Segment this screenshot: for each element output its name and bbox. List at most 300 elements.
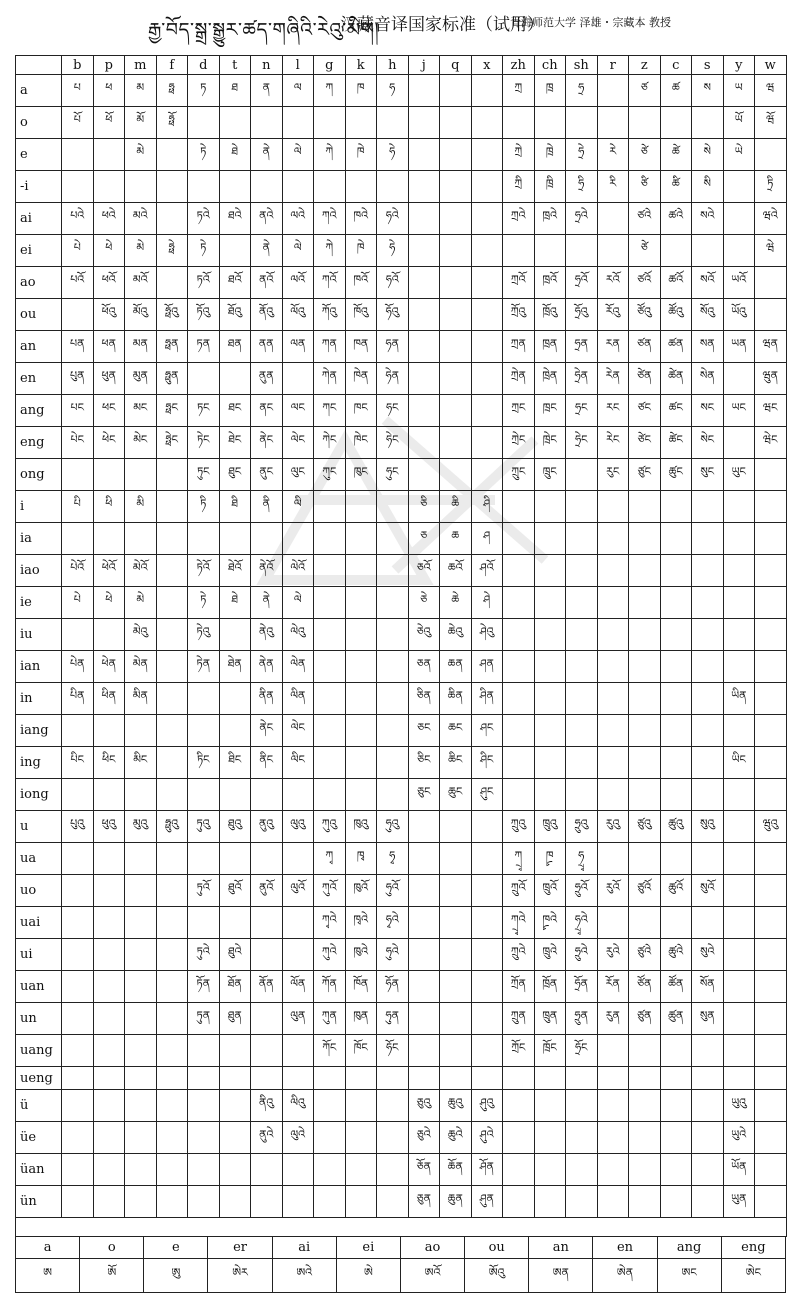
syllable-cell xyxy=(660,1035,692,1067)
syllable-cell xyxy=(62,907,94,939)
syllable-cell xyxy=(629,1035,661,1067)
syllable-cell: ཅང xyxy=(408,715,440,747)
syllable-cell xyxy=(471,171,503,203)
syllable-cell: ཙོའུ xyxy=(629,299,661,331)
syllable-cell xyxy=(566,683,598,715)
syllable-cell: ཅེ xyxy=(408,587,440,619)
syllable-cell xyxy=(408,267,440,299)
syllable-cell xyxy=(345,747,377,779)
syllable-cell xyxy=(440,267,472,299)
syllable-cell xyxy=(93,1154,125,1186)
syllable-cell: ཕན xyxy=(93,331,125,363)
syllable-cell: ཙེ xyxy=(629,139,661,171)
syllable-cell xyxy=(62,1090,94,1122)
syllable-cell xyxy=(597,1067,629,1090)
syllable-cell xyxy=(408,459,440,491)
syllable-cell: ཁྭའེ xyxy=(345,907,377,939)
syllable-cell: ཁའེ xyxy=(345,203,377,235)
syllable-cell xyxy=(723,203,755,235)
syllable-cell xyxy=(188,523,220,555)
syllable-cell xyxy=(660,491,692,523)
syllable-cell xyxy=(755,619,787,651)
syllable-cell: མིན xyxy=(125,683,157,715)
vowel-tibetan: ཨའོ xyxy=(400,1259,464,1293)
syllable-cell xyxy=(660,619,692,651)
syllable-cell: མེའོ xyxy=(125,555,157,587)
initial-header: k xyxy=(345,56,377,75)
syllable-cell xyxy=(62,715,94,747)
syllable-cell xyxy=(471,459,503,491)
syllable-cell xyxy=(408,427,440,459)
syllable-cell xyxy=(723,171,755,203)
syllable-cell xyxy=(566,107,598,139)
syllable-cell: ཀོང xyxy=(314,1035,346,1067)
syllable-cell xyxy=(93,619,125,651)
initial-header: q xyxy=(440,56,472,75)
syllable-cell xyxy=(93,1067,125,1090)
syllable-cell xyxy=(755,587,787,619)
syllable-cell: ཙང xyxy=(629,395,661,427)
syllable-cell xyxy=(188,1067,220,1090)
table-row xyxy=(16,203,787,235)
syllable-cell: ནན xyxy=(251,331,283,363)
syllable-cell: ནུའོ xyxy=(251,875,283,907)
syllable-cell xyxy=(660,587,692,619)
syllable-cell: ཁྲུའེ xyxy=(534,939,566,971)
syllable-cell: ཁོང xyxy=(345,1035,377,1067)
syllable-cell xyxy=(597,235,629,267)
syllable-cell xyxy=(755,1067,787,1090)
syllable-cell: ཏན xyxy=(188,331,220,363)
syllable-cell xyxy=(93,139,125,171)
syllable-cell: ཁྲུའུ xyxy=(534,811,566,843)
syllable-cell xyxy=(471,971,503,1003)
syllable-cell xyxy=(597,843,629,875)
syllable-cell xyxy=(471,331,503,363)
syllable-cell: ནོའུ xyxy=(251,299,283,331)
syllable-cell xyxy=(125,779,157,811)
syllable-cell xyxy=(282,171,314,203)
final-label: uo xyxy=(16,875,62,907)
syllable-cell xyxy=(503,715,535,747)
syllable-cell: ཤིང xyxy=(471,747,503,779)
syllable-cell xyxy=(534,555,566,587)
syllable-cell: ཕེ xyxy=(93,587,125,619)
table-row xyxy=(16,587,787,619)
syllable-cell: ཧྲེང xyxy=(566,427,598,459)
table-row xyxy=(16,107,787,139)
final-label: un xyxy=(16,1003,62,1035)
final-label: ui xyxy=(16,939,62,971)
syllable-cell xyxy=(755,683,787,715)
syllable-cell: ཤི xyxy=(471,491,503,523)
vowel-tibetan: ཨོ xyxy=(80,1259,144,1293)
syllable-cell xyxy=(408,939,440,971)
syllable-cell: སུའུ xyxy=(692,811,724,843)
syllable-cell: ན xyxy=(251,75,283,107)
syllable-cell xyxy=(251,907,283,939)
syllable-cell xyxy=(377,107,409,139)
syllable-cell: ནེ xyxy=(251,139,283,171)
syllable-cell: ཁྭ xyxy=(345,843,377,875)
final-label: ing xyxy=(16,747,62,779)
syllable-cell xyxy=(755,651,787,683)
syllable-cell xyxy=(503,651,535,683)
syllable-cell xyxy=(314,555,346,587)
vowel-tibetan: ཨ xyxy=(16,1259,80,1293)
syllable-cell xyxy=(692,555,724,587)
syllable-cell xyxy=(471,1067,503,1090)
syllable-cell xyxy=(219,779,251,811)
syllable-cell xyxy=(282,523,314,555)
syllable-cell xyxy=(660,235,692,267)
syllable-cell xyxy=(660,1067,692,1090)
syllable-cell xyxy=(503,235,535,267)
vowel-tibetan: ཨུ xyxy=(144,1259,208,1293)
syllable-cell xyxy=(723,907,755,939)
syllable-cell: ཧྭའེ xyxy=(377,907,409,939)
syllable-cell: ཚན xyxy=(660,331,692,363)
syllable-cell xyxy=(597,683,629,715)
syllable-cell xyxy=(723,811,755,843)
syllable-cell: ཀྲུའེ xyxy=(503,939,535,971)
syllable-cell xyxy=(566,747,598,779)
syllable-cell xyxy=(660,1186,692,1218)
syllable-cell: ལ xyxy=(282,75,314,107)
syllable-cell xyxy=(219,1122,251,1154)
syllable-cell: ཧུན xyxy=(377,1003,409,1035)
syllable-cell: རུའོ xyxy=(597,875,629,907)
syllable-cell xyxy=(188,1122,220,1154)
syllable-cell xyxy=(566,491,598,523)
syllable-cell xyxy=(125,971,157,1003)
final-label: e xyxy=(16,139,62,171)
syllable-cell xyxy=(93,1090,125,1122)
syllable-cell: ཧུའུ xyxy=(377,811,409,843)
final-label: uan xyxy=(16,971,62,1003)
final-label: ei xyxy=(16,235,62,267)
syllable-cell: ཡུའུ xyxy=(723,1090,755,1122)
syllable-cell: ནིན xyxy=(251,683,283,715)
header-corner xyxy=(16,56,62,75)
final-label: o xyxy=(16,107,62,139)
syllable-cell xyxy=(629,1090,661,1122)
syllable-cell xyxy=(377,1090,409,1122)
syllable-cell xyxy=(219,715,251,747)
syllable-cell xyxy=(471,203,503,235)
syllable-cell: ཧེང xyxy=(377,427,409,459)
syllable-cell: ཀའེ xyxy=(314,203,346,235)
syllable-cell xyxy=(345,1154,377,1186)
syllable-cell: ཆུང xyxy=(440,779,472,811)
syllable-cell xyxy=(723,555,755,587)
syllable-cell xyxy=(219,235,251,267)
syllable-cell xyxy=(597,1090,629,1122)
syllable-cell: ཚུའུ xyxy=(660,811,692,843)
syllable-cell: ལེའུ xyxy=(282,619,314,651)
final-label: ie xyxy=(16,587,62,619)
syllable-cell xyxy=(251,1186,283,1218)
syllable-cell: པན xyxy=(62,331,94,363)
syllable-cell xyxy=(408,107,440,139)
final-label: a xyxy=(16,75,62,107)
syllable-cell xyxy=(503,587,535,619)
syllable-cell xyxy=(629,1122,661,1154)
syllable-cell: ཡུན xyxy=(723,1186,755,1218)
syllable-cell xyxy=(629,715,661,747)
syllable-cell xyxy=(471,427,503,459)
syllable-cell: ཧྥེ xyxy=(156,235,188,267)
syllable-cell: ཚེན xyxy=(660,363,692,395)
syllable-cell xyxy=(62,1003,94,1035)
syllable-cell: ཝུན xyxy=(755,363,787,395)
table-row xyxy=(16,459,787,491)
syllable-cell xyxy=(282,939,314,971)
syllable-cell: ཧེ xyxy=(377,235,409,267)
syllable-cell: ཀྲེང xyxy=(503,427,535,459)
syllable-cell: ཏུའོ xyxy=(188,875,220,907)
syllable-cell xyxy=(755,267,787,299)
syllable-cell xyxy=(377,779,409,811)
syllable-cell xyxy=(440,939,472,971)
syllable-cell: ཁྲི xyxy=(534,171,566,203)
syllable-cell xyxy=(251,1067,283,1090)
syllable-cell xyxy=(93,1186,125,1218)
spacer-row xyxy=(16,1218,787,1237)
vowel-label: an xyxy=(529,1237,593,1259)
syllable-cell xyxy=(566,1186,598,1218)
syllable-cell: ཏེང xyxy=(188,427,220,459)
syllable-cell xyxy=(534,235,566,267)
syllable-cell xyxy=(282,107,314,139)
syllable-cell: ཧྲན xyxy=(566,331,598,363)
syllable-cell: ཏེ xyxy=(188,139,220,171)
syllable-cell xyxy=(156,1067,188,1090)
syllable-cell: ནུན xyxy=(251,363,283,395)
syllable-cell xyxy=(345,1090,377,1122)
syllable-cell xyxy=(156,939,188,971)
final-label: in xyxy=(16,683,62,715)
syllable-cell xyxy=(440,875,472,907)
final-label: iong xyxy=(16,779,62,811)
syllable-cell xyxy=(660,107,692,139)
syllable-cell xyxy=(755,971,787,1003)
table-row xyxy=(16,939,787,971)
syllable-cell xyxy=(156,715,188,747)
syllable-cell: པིང xyxy=(62,747,94,779)
syllable-cell: ཡོའུ xyxy=(723,299,755,331)
syllable-cell: ཧྲོན xyxy=(566,971,598,1003)
syllable-cell: ཐེང xyxy=(219,427,251,459)
syllable-cell: ལུའོ xyxy=(282,875,314,907)
syllable-cell xyxy=(156,619,188,651)
syllable-cell xyxy=(62,1186,94,1218)
syllable-cell: རེན xyxy=(597,363,629,395)
syllable-cell: ཚོའུ xyxy=(660,299,692,331)
final-label: ong xyxy=(16,459,62,491)
syllable-cell xyxy=(408,171,440,203)
syllable-cell: ཧྲ xyxy=(566,75,598,107)
syllable-cell: རུང xyxy=(597,459,629,491)
table-row xyxy=(16,1090,787,1122)
syllable-cell: པེ xyxy=(62,587,94,619)
syllable-cell xyxy=(566,715,598,747)
syllable-cell xyxy=(62,523,94,555)
syllable-cell: རོའུ xyxy=(597,299,629,331)
syllable-cell xyxy=(692,779,724,811)
syllable-cell: ཚའེ xyxy=(660,203,692,235)
syllable-cell: ཀྲྭ xyxy=(503,843,535,875)
syllable-cell xyxy=(93,171,125,203)
syllable-cell: རུའུ xyxy=(597,811,629,843)
syllable-cell xyxy=(125,1154,157,1186)
syllable-cell: ལིན xyxy=(282,683,314,715)
syllable-cell: ཀའོ xyxy=(314,267,346,299)
syllable-cell: ཧ xyxy=(377,75,409,107)
syllable-cell: ཐོན xyxy=(219,971,251,1003)
vowel-label: e xyxy=(144,1237,208,1259)
syllable-cell xyxy=(125,1122,157,1154)
syllable-cell: ཁུའུ xyxy=(345,811,377,843)
syllable-cell xyxy=(408,331,440,363)
syllable-cell: ཡན xyxy=(723,331,755,363)
syllable-cell xyxy=(566,779,598,811)
syllable-cell xyxy=(188,1090,220,1122)
syllable-cell xyxy=(314,1186,346,1218)
syllable-cell xyxy=(723,1003,755,1035)
syllable-cell xyxy=(377,747,409,779)
syllable-cell xyxy=(314,1154,346,1186)
syllable-cell xyxy=(377,1067,409,1090)
syllable-cell: པུའུ xyxy=(62,811,94,843)
syllable-cell xyxy=(377,715,409,747)
syllable-cell xyxy=(93,1035,125,1067)
syllable-cell: ཐི xyxy=(219,491,251,523)
syllable-cell xyxy=(219,1186,251,1218)
table-row xyxy=(16,811,787,843)
syllable-cell: པེང xyxy=(62,427,94,459)
syllable-cell: སའོ xyxy=(692,267,724,299)
syllable-cell: ཝོ xyxy=(755,107,787,139)
syllable-cell: ཡིང xyxy=(723,747,755,779)
syllable-cell xyxy=(219,171,251,203)
syllable-cell: ཀོན xyxy=(314,971,346,1003)
syllable-cell xyxy=(440,75,472,107)
syllable-cell: ནུང xyxy=(251,459,283,491)
syllable-cell: ནང xyxy=(251,395,283,427)
syllable-cell xyxy=(503,491,535,523)
syllable-cell: ཧྥན xyxy=(156,331,188,363)
syllable-cell: མེའུ xyxy=(125,619,157,651)
syllable-cell: ཁྲེང xyxy=(534,427,566,459)
syllable-cell xyxy=(377,1122,409,1154)
syllable-cell xyxy=(440,171,472,203)
syllable-cell: ཏའོ xyxy=(188,267,220,299)
syllable-cell: ཤ xyxy=(471,523,503,555)
syllable-cell: ཧོའུ xyxy=(377,299,409,331)
syllable-cell xyxy=(566,1154,598,1186)
syllable-cell xyxy=(62,299,94,331)
final-label: i xyxy=(16,491,62,523)
syllable-cell: ཏོའུ xyxy=(188,299,220,331)
vowel-label: eng xyxy=(721,1237,785,1259)
syllable-cell xyxy=(660,907,692,939)
syllable-cell xyxy=(755,875,787,907)
syllable-cell: རེང xyxy=(597,427,629,459)
syllable-cell xyxy=(188,363,220,395)
transliteration-sheet xyxy=(15,55,786,1293)
syllable-cell xyxy=(156,523,188,555)
syllable-cell xyxy=(408,1003,440,1035)
syllable-cell: མ xyxy=(125,75,157,107)
syllable-cell: ལི xyxy=(282,491,314,523)
syllable-cell: ཙི xyxy=(629,171,661,203)
syllable-cell xyxy=(692,619,724,651)
syllable-cell: ཙེ xyxy=(629,235,661,267)
syllable-cell: ཀྲོའུ xyxy=(503,299,535,331)
syllable-cell xyxy=(188,715,220,747)
syllable-cell xyxy=(660,715,692,747)
initial-header: n xyxy=(251,56,283,75)
syllable-cell: ཀྲི xyxy=(503,171,535,203)
syllable-cell xyxy=(471,1035,503,1067)
syllable-cell xyxy=(755,139,787,171)
vowel-tibetan-row xyxy=(16,1259,786,1293)
table-row xyxy=(16,1186,787,1218)
syllable-cell: ཙུན xyxy=(629,1003,661,1035)
initial-header: w xyxy=(755,56,787,75)
syllable-cell xyxy=(377,1186,409,1218)
table-row xyxy=(16,715,787,747)
syllable-cell: ཐུའོ xyxy=(219,875,251,907)
syllable-cell xyxy=(408,203,440,235)
syllable-cell xyxy=(723,875,755,907)
syllable-cell xyxy=(534,683,566,715)
syllable-cell: ཁུན xyxy=(345,1003,377,1035)
syllable-cell xyxy=(471,811,503,843)
syllable-cell xyxy=(534,107,566,139)
syllable-cell: ཏེ xyxy=(188,587,220,619)
syllable-cell: མི xyxy=(125,491,157,523)
syllable-cell: པེ xyxy=(62,235,94,267)
syllable-cell: ཚེང xyxy=(660,427,692,459)
syllable-cell: ལིང xyxy=(282,747,314,779)
syllable-cell: ནུའེ xyxy=(251,1122,283,1154)
syllable-cell: རང xyxy=(597,395,629,427)
syllable-cell: པུན xyxy=(62,363,94,395)
syllable-cell xyxy=(93,459,125,491)
syllable-cell: པའེ xyxy=(62,203,94,235)
initial-header: x xyxy=(471,56,503,75)
syllable-cell: ཁུའོ xyxy=(345,875,377,907)
syllable-cell: ཁྲྭའེ xyxy=(534,907,566,939)
syllable-cell xyxy=(755,491,787,523)
final-label: an xyxy=(16,331,62,363)
table-row xyxy=(16,395,787,427)
syllable-cell: ཚེ xyxy=(660,139,692,171)
syllable-cell: ཤན xyxy=(471,651,503,683)
syllable-cell xyxy=(471,107,503,139)
syllable-cell: ཤུའེ xyxy=(471,1122,503,1154)
syllable-cell: ཏོན xyxy=(188,971,220,1003)
syllable-cell xyxy=(377,523,409,555)
syllable-cell xyxy=(534,747,566,779)
syllable-cell xyxy=(408,811,440,843)
syllable-cell xyxy=(156,875,188,907)
table-row xyxy=(16,331,787,363)
syllable-cell xyxy=(660,1154,692,1186)
syllable-cell: ཙུའེ xyxy=(629,939,661,971)
